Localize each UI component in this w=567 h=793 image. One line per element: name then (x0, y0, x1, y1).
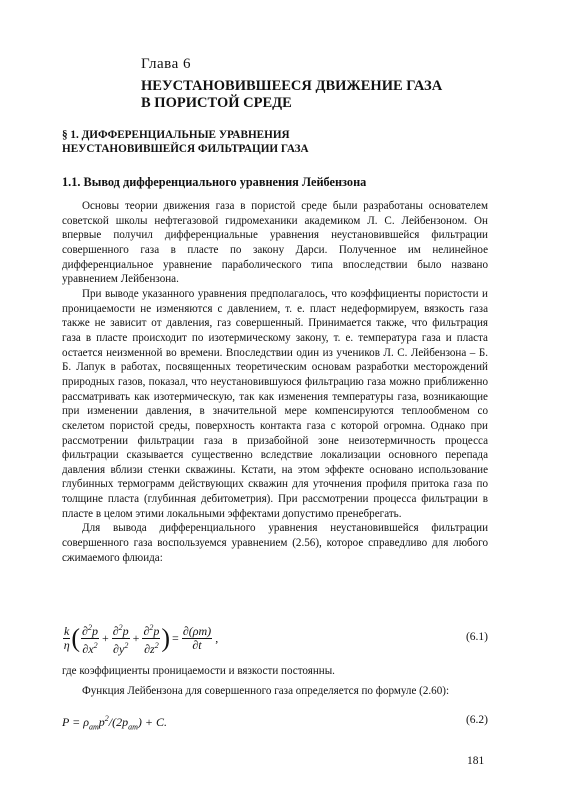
subsection-title: 1.1. Вывод дифференциального уравнения Лейбензона (62, 175, 367, 189)
body-text (62, 199, 488, 565)
equation-6-1-body: $\frac{k}{\eta}$ ( $\frac{\partial^2p}{\partial x^2}$ + $\frac{\partial^2p}{\partial y^2}$ + $\frac{\partial^2p}{\partial z^2}$ ) = $\frac{\partial(\rho m)}{\partial t}$ , (63, 623, 219, 656)
page-number: 181 (467, 755, 485, 767)
after-equation-text (62, 664, 488, 698)
chapter-label: Глава 6 (141, 56, 191, 72)
equation-6-1-number: (6.1) (465, 631, 488, 643)
paragraph-2: При выводе указанного уравнения предполагалось, что коэффициенты пористости и проницаемости не изменяются с давлением, т. е. пласт недеформируем, вязкость газа также не зависит от давления, газ совершенный. Принимается также, что фильтрация газа в пласте происходит по изотермическому закону, т. е. температура газа и пласта остается неизменной во времени. Впоследствии один из учеников Л. С. Лейбензона – Б. Б. Лапук в работах, посвященных теоретическим основам разработки месторождений природных газов, показал, что неустановившуюся фильтрацию газа можно приближенно рассматривать как изотермическую, так как изменения температуры газа, возникающие при изменении давления, в значительной мере компенсируются теплообменом со скелетом пористой среды, поверхность контакта газа с которой огромна. Однако при рассмотрении фильтрации газа в призабойной зоне неизотермичность процесса фильтрации сказывается существенно вследствие локализации основного перепада давления вблизи стенки скважины. Кстати, на этом эффекте основано использование глубинных термограмм действующих скважин для уточнения профиля притока газа по толщине пласта (глубинная дебитометрия). При рассмотрении процесса фильтрации в пласте в целом этими локальными эффектами допустимо пренебрегать. (62, 287, 488, 520)
equation-6-1 (62, 621, 488, 657)
section-title-line-2: НЕУСТАНОВИВШЕЙСЯ ФИЛЬТРАЦИИ ГАЗА (62, 143, 309, 155)
section-title-line-1: § 1. ДИФФЕРЕНЦИАЛЬНЫЕ УРАВНЕНИЯ (62, 129, 290, 141)
equation-6-2-body: $P = \rho_{ат}p^2/(2p_{ат}) + C$. (62, 714, 167, 732)
chapter-title-line-1: НЕУСТАНОВИВШЕЕСЯ ДВИЖЕНИЕ ГАЗА (141, 78, 443, 94)
chapter-title-line-2: В ПОРИСТОЙ СРЕДЕ (141, 95, 292, 111)
equation-6-2 (62, 712, 488, 732)
equation-6-2-number: (6.2) (465, 714, 488, 726)
paragraph-4: Функция Лейбензона для совершенного газа определяется по формуле (2.60): (82, 684, 450, 697)
chapter-title (141, 78, 471, 112)
after-equation-1-text: где коэффициенты проницаемости и вязкости постоянны. (62, 665, 335, 677)
section-title (62, 128, 482, 156)
paragraph-1: Основы теории движения газа в пористой среде были разработаны основателем советской школы нефтегазовой гидромеханики академиком Л. С. Лейбензоном. Он впервые получил дифференциальные уравнения неустановившейся фильтрации совершенного газа в пласте по закону Дарси. Полученное им нелинейное дифференциальное уравнение параболического типа впоследствии было названо уравнением Лейбензона. (62, 200, 488, 286)
paragraph-3: Для вывода дифференциального уравнения неустановившейся фильтрации совершенного газа воспользуемся уравнением (2.56), которое справедливо для любого сжимаемого флюида: (62, 522, 488, 564)
